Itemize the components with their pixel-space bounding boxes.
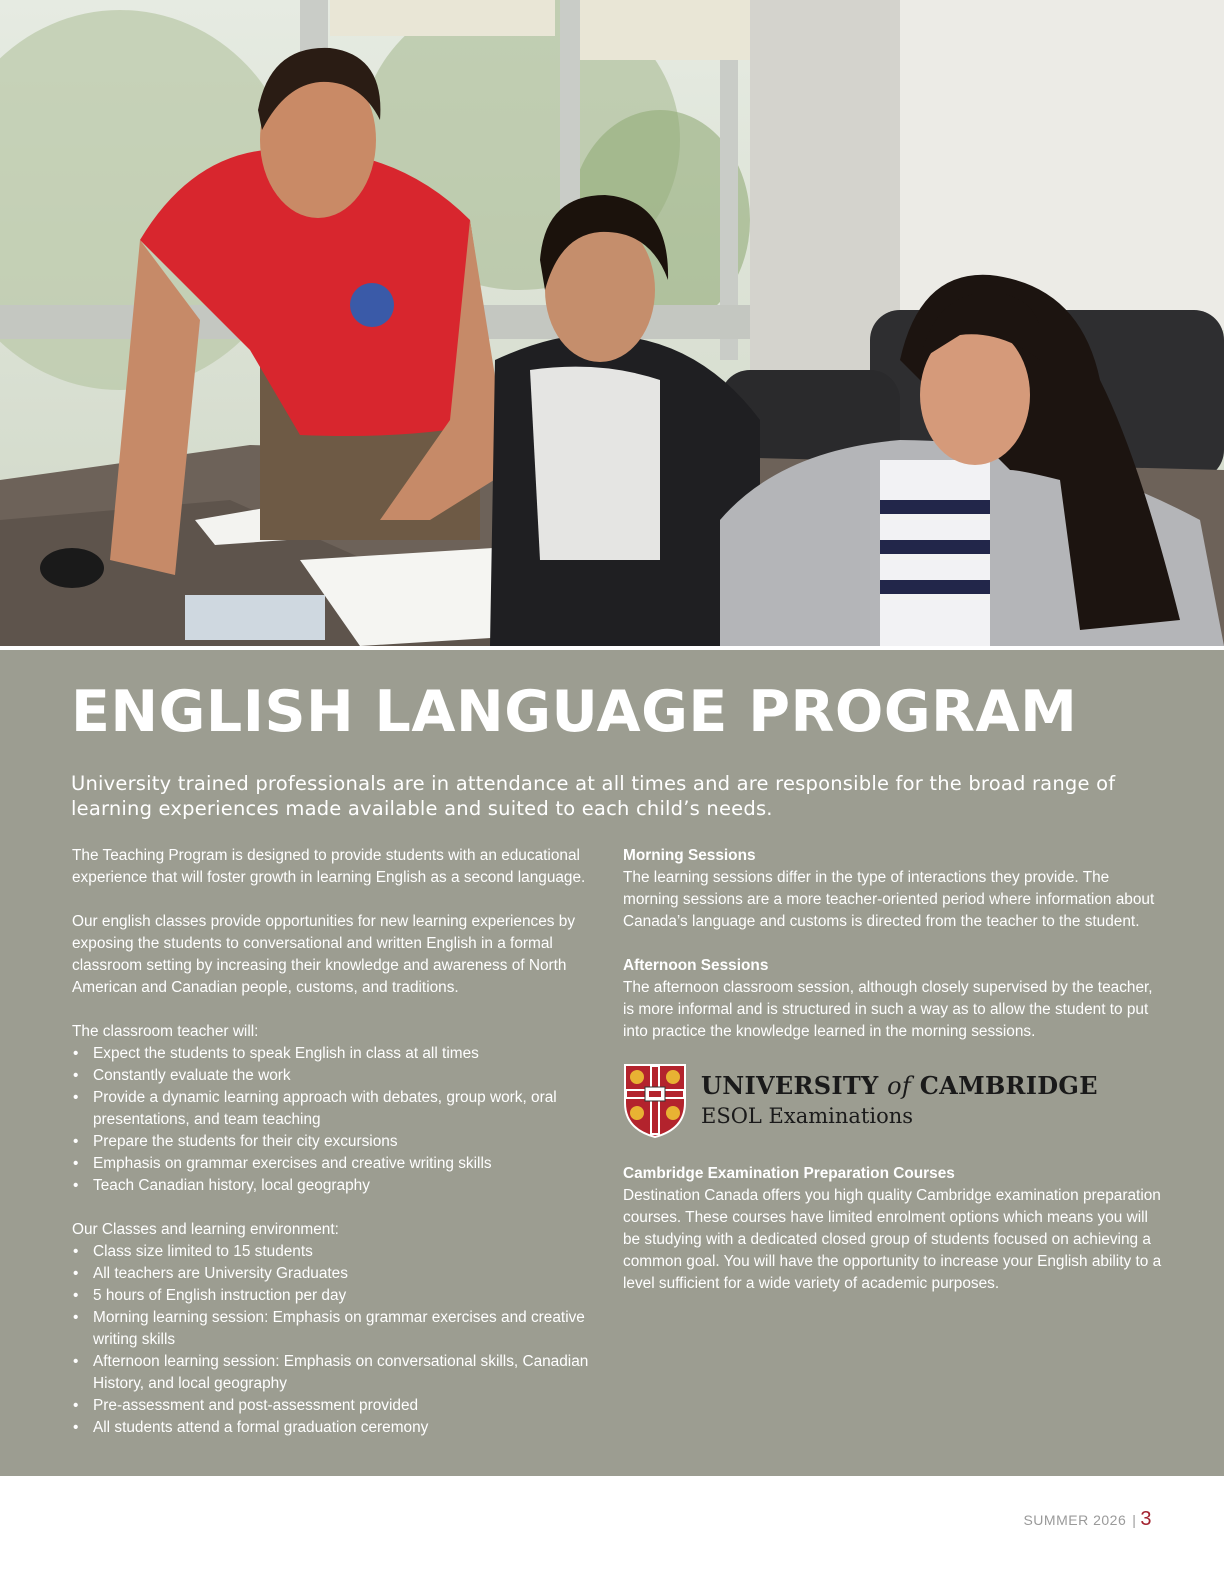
page-number: 3 bbox=[1140, 1508, 1152, 1530]
logo-cambridge: CAMBRIDGE bbox=[919, 1071, 1098, 1100]
page-footer bbox=[1023, 1508, 1152, 1531]
afternoon-heading: Afternoon Sessions bbox=[623, 957, 769, 974]
logo-esol: ESOL Examinations bbox=[701, 1104, 914, 1128]
footer-season: SUMMER 2026 bbox=[1023, 1512, 1127, 1528]
list-item: • Emphasis on grammar exercises and creative writing skills bbox=[72, 1153, 607, 1175]
cambridge-heading: Cambridge Examination Preparation Courses bbox=[623, 1165, 955, 1182]
list-item: • All teachers are University Graduates bbox=[72, 1263, 607, 1285]
right-column bbox=[623, 845, 1163, 1295]
intro-paragraph-1: The Teaching Program is designed to provide students with an educational experience that will foster growth in learning English as a second language. bbox=[72, 847, 586, 886]
list-item: • Teach Canadian history, local geography bbox=[72, 1175, 607, 1197]
classes-list bbox=[72, 1241, 607, 1439]
logo-of: of bbox=[887, 1072, 912, 1100]
list-item: • Constantly evaluate the work bbox=[72, 1065, 607, 1087]
intro-paragraph-2: Our english classes provide opportunities for new learning experiences by exposing the students to conversational and written English in a formal classroom setting by increasing their knowledge and awareness of North American and Canadian people, customs, and traditions. bbox=[72, 913, 576, 996]
list-item: • Provide a dynamic learning approach with debates, group work, oral presentations, and team teaching bbox=[72, 1087, 607, 1131]
list-item: • Pre-assessment and post-assessment provided bbox=[72, 1395, 607, 1417]
logo-university: UNIVERSITY bbox=[701, 1071, 879, 1100]
classroom-photo-illustration bbox=[0, 0, 1224, 646]
teacher-list bbox=[72, 1043, 607, 1197]
list-item: • Afternoon learning session: Emphasis on conversational skills, Canadian History, and local geography bbox=[72, 1351, 607, 1395]
morning-heading: Morning Sessions bbox=[623, 847, 756, 864]
morning-paragraph: The learning sessions differ in the type of interactions they provide. The morning sessions are a more teacher-oriented period where information about Canada’s language and customs is directed from the teacher to the student. bbox=[623, 869, 1155, 930]
cambridge-logo bbox=[623, 1061, 1163, 1141]
classes-heading: Our Classes and learning environment: bbox=[72, 1221, 339, 1238]
footer-separator: | bbox=[1132, 1512, 1137, 1528]
left-column bbox=[72, 845, 607, 1439]
teacher-heading: The classroom teacher will: bbox=[72, 1023, 259, 1040]
list-item: • 5 hours of English instruction per day bbox=[72, 1285, 607, 1307]
list-item: • Morning learning session: Emphasis on grammar exercises and creative writing skills bbox=[72, 1307, 607, 1351]
list-item: • Expect the students to speak English in class at all times bbox=[72, 1043, 607, 1065]
page-title: ENGLISH LANGUAGE PROGRAM bbox=[71, 679, 1078, 745]
page-subtitle: University trained professionals are in attendance at all times and are responsible for the broad range of learning experiences made available and suited to each child’s needs. bbox=[71, 772, 1116, 820]
list-item: • Class size limited to 15 students bbox=[72, 1241, 607, 1263]
afternoon-paragraph: The afternoon classroom session, although closely supervised by the teacher, is more informal and is structured in such a way as to allow the student to put into practice the knowledge learned in the morning sessions. bbox=[623, 979, 1153, 1040]
hero-photo bbox=[0, 0, 1224, 646]
list-item: • All students attend a formal graduation ceremony bbox=[72, 1417, 607, 1439]
list-item: • Prepare the students for their city excursions bbox=[72, 1131, 607, 1153]
cambridge-crest-icon bbox=[623, 1063, 687, 1139]
cambridge-paragraph: Destination Canada offers you high quality Cambridge examination preparation courses. These courses have limited enrolment options which means you will be studying with a dedicated closed group of students focused on achieving a common goal. You will have the opportunity to increase your English ability to a level sufficient for a wide variety of academic purposes. bbox=[623, 1187, 1162, 1292]
content-panel bbox=[0, 650, 1224, 1476]
